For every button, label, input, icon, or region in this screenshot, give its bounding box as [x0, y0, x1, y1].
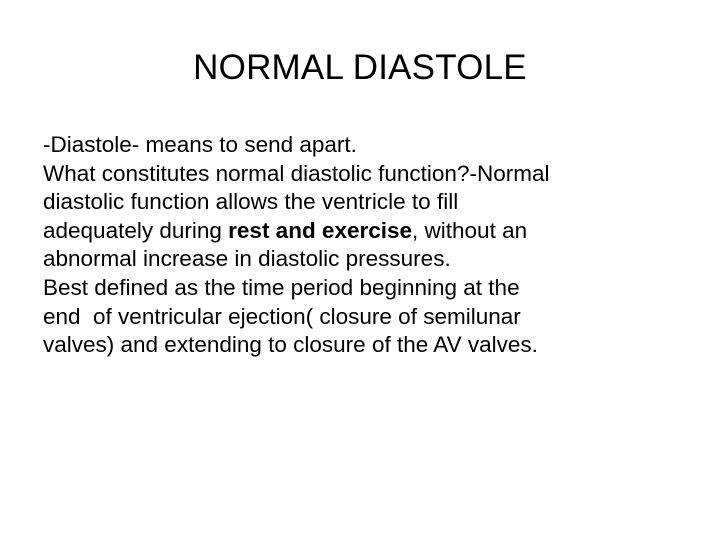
- text-line: -Diastole- means to send apart.: [43, 132, 357, 157]
- paragraph-normal-function: [43, 160, 683, 274]
- paragraph-definition: [43, 131, 683, 160]
- paragraph-time-period: [43, 274, 683, 360]
- text-line: diastolic function allows the ventricle to fill: [43, 189, 459, 215]
- emphasis-text: rest and exercise: [228, 217, 413, 243]
- text-line: end of ventricular ejection( closure of semilunar: [43, 303, 521, 329]
- text-line-with-emphasis: [43, 217, 683, 246]
- text-line: Best defined as the time period beginning at the: [43, 274, 520, 300]
- text-line: valves) and extending to closure of the AV valves.: [43, 332, 538, 358]
- text-line: What constitutes normal diastolic function?-Normal: [43, 160, 550, 186]
- slide-body: [43, 131, 683, 360]
- text-segment: , without an: [412, 217, 528, 243]
- text-line: abnormal increase in diastolic pressures.: [43, 246, 451, 272]
- text-segment: adequately during: [43, 217, 229, 243]
- slide-title: NORMAL DIASTOLE: [193, 48, 527, 87]
